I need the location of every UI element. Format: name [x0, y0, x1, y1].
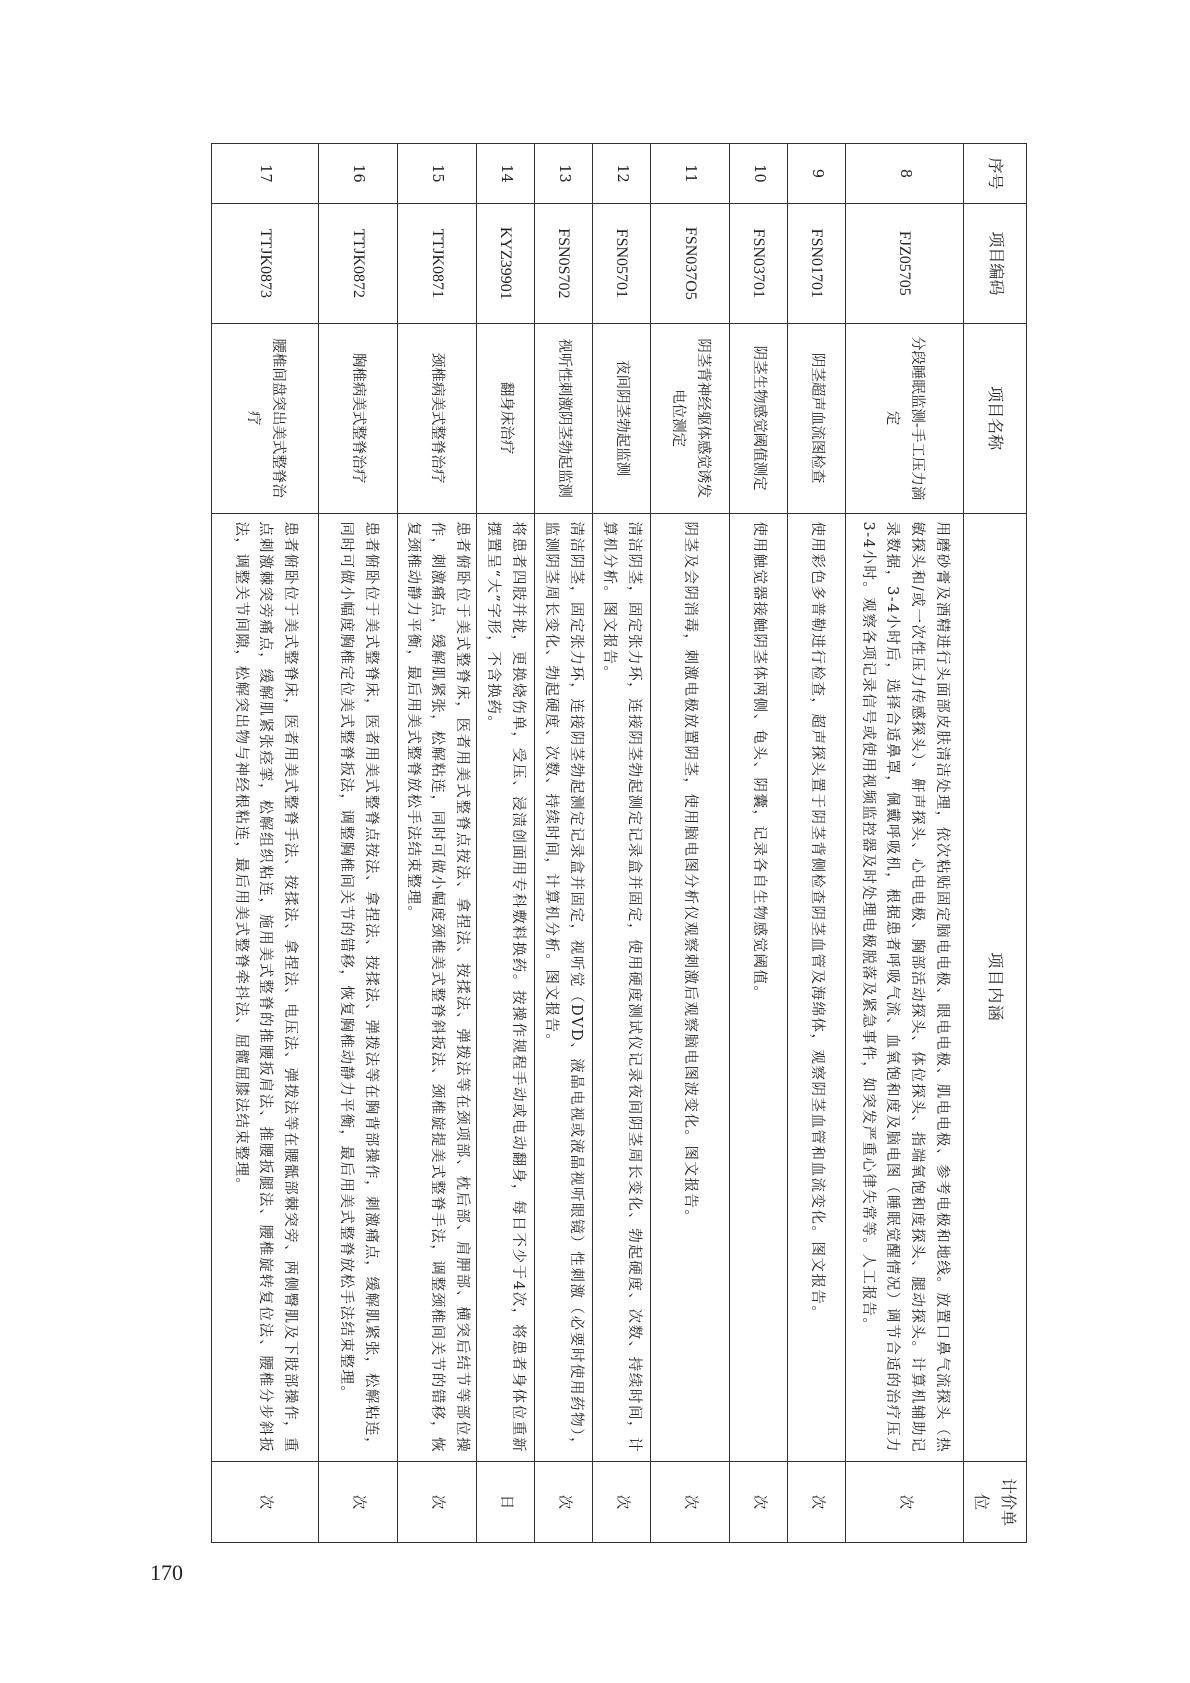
- table-row: [397, 144, 476, 1542]
- row-seq: 16: [319, 144, 397, 204]
- row-name: 翻身床治疗: [477, 324, 534, 514]
- table-row: [318, 144, 397, 1542]
- row-unit: 次: [896, 1494, 913, 1510]
- row-code: TTJK0871: [398, 204, 476, 324]
- row-code: TTJK0872: [319, 204, 397, 324]
- row-content: 清洁阴茎，固定张力环，连接阴茎勃起测定记录盒并固定，视听觉（DVD、液晶电视或液晶视听眼镜）性刺激（必要时使用药物），监测阴茎周长变化、勃起硬度、次数、持续时间，计算机分析。图文报告。: [535, 514, 592, 1463]
- row-name: 腰椎间盘突出美式整脊治疗: [212, 324, 318, 514]
- row-unit: 次: [682, 1494, 699, 1510]
- header-content: 项目内涵: [964, 514, 1026, 1463]
- row-name: 视听性刺激阴茎勃起监测: [535, 324, 592, 514]
- row-seq: 15: [398, 144, 476, 204]
- row-name: 胸椎病美式整脊治疗: [319, 324, 397, 514]
- row-code: FJZ05705: [846, 204, 963, 324]
- header-name: 项目名称: [964, 324, 1026, 514]
- row-code: FSN05701: [593, 204, 650, 324]
- row-unit: 次: [750, 1494, 767, 1510]
- row-seq: 9: [788, 144, 845, 204]
- table-row: [729, 144, 787, 1542]
- row-unit: 次: [613, 1494, 630, 1510]
- row-unit: 次: [257, 1494, 274, 1510]
- row-content: 阴茎及会阴消毒，刺激电极放置阴茎，使用脑电图分析仪观察刺激后观察脑电图波变化。图文报告。: [651, 514, 729, 1463]
- table-row: [476, 144, 534, 1542]
- table-row: [212, 144, 318, 1542]
- row-content: 清洁阴茎，固定张力环，连接阴茎勃起测定记录盒并固定，使用硬度测试仪记录夜间阴茎周长变化、勃起硬度、次数、持续时间，计算机分析。图文报告。: [593, 514, 650, 1463]
- row-name: 阴茎背神经躯体感觉诱发电位测定: [651, 324, 729, 514]
- row-seq: 17: [212, 144, 318, 204]
- table-row: [592, 144, 650, 1542]
- row-name: 分段睡眠监测-手工压力滴定: [846, 324, 963, 514]
- row-name: 颈椎病美式整脊治疗: [398, 324, 476, 514]
- row-code: FSN03701: [730, 204, 787, 324]
- row-name: 阴茎超声血流图检查: [788, 324, 845, 514]
- row-content: 用磨砂膏及酒精进行头面部皮肤清洁处理，依次粘贴固定脑电电极、眼电电极、肌电电极、参考电极和地线。放置口鼻气流探头（热敏探头和/或一次性压力传感探头）、鼾声探头、心电电极、胸部活动探头、体位探头、指端氧饱和度探头、腿动探头。计算机辅助记录数据，3-4小时后，选择合适鼻罩，佩戴呼吸机，根据患者呼吸气流、血氧饱和度及脑电图（睡眠觉醒情况）调节合适的治疗压力3-4小时。观察各项记录信号或使用视频监控器及时处理电极脱落及紧急事件，如突发严重心律失常等。人工报告。: [846, 514, 963, 1463]
- row-unit: 日: [497, 1494, 514, 1510]
- row-seq: 10: [730, 144, 787, 204]
- row-content: 患者俯卧位于美式整脊床，医者用美式整脊点按法、拿捏法、按揉法、弹拨法等在颈项部、枕后部、肩胛部、横突后结节等部位操作，刺激痛点，缓解肌紧张，松解粘连，同时可做小幅度颈椎美式整脊斜扳法、颈椎旋提美式整脊手法，调整颈椎间关节的错移，恢复颈椎动静力平衡，最后用美式整脊放松手法结束整理。: [398, 514, 476, 1463]
- table-header-row: [963, 144, 1026, 1542]
- row-name: 阴茎生物感觉阈值测定: [730, 324, 787, 514]
- row-unit: 次: [555, 1494, 572, 1510]
- row-unit: 次: [429, 1494, 446, 1510]
- table-row: [650, 144, 729, 1542]
- rotated-table-wrapper: [155, 143, 1027, 1543]
- row-unit: 次: [808, 1494, 825, 1510]
- row-code: TTJK0873: [212, 204, 318, 324]
- row-content: 患者俯卧位于美式整脊床，医者用美式整脊点按法、拿捏法、按揉法、弹拨法等在胸背部操作，刺激痛点，缓解肌紧张，松解粘连，同时可做小幅度胸椎定位美式整脊扳法，调整胸椎间关节的错移，恢复胸椎动静力平衡，最后用美式整脊放松手法结束整理。: [319, 514, 397, 1463]
- row-seq: 14: [477, 144, 534, 204]
- row-seq: 12: [593, 144, 650, 204]
- row-seq: 11: [651, 144, 729, 204]
- row-code: FSN01701: [788, 204, 845, 324]
- header-code: 项目编码: [964, 204, 1026, 324]
- row-content: 使用彩色多普勒进行检查，超声探头置于阴茎背侧检查阴茎血管及海绵体，观察阴茎血管和血流变化。图文报告。: [788, 514, 845, 1463]
- row-content: 使用触觉器接触阴茎体两侧、龟头、阴囊，记录各自生物感觉阈值。: [730, 514, 787, 1463]
- table-row: [534, 144, 592, 1542]
- row-code: KYZ39901: [477, 204, 534, 324]
- table-row: [787, 144, 845, 1542]
- row-content: 患者俯卧位于美式整脊床，医者用美式整脊手法、按揉法、拿捏法、电压法、弹拨法等在腰骶部棘突旁、两侧臀肌及下肢部操作，重点刺激棘突旁痛点，缓解肌紧张痉挛，松解组织粘连，施用美式整脊的推腰扳肩法、推腰扳腿法、腰椎旋转复位法、腰椎分步斜扳法，调整关节间隙，松解突出物与神经根粘连，最后用美式整脊牵抖法、屈髋屈膝法结束整理。: [212, 514, 318, 1463]
- row-seq: 8: [846, 144, 963, 204]
- header-seq: 序号: [964, 144, 1026, 204]
- row-code: FSN0S702: [535, 204, 592, 324]
- row-name: 夜间阴茎勃起监测: [593, 324, 650, 514]
- row-code: FSN037O5: [651, 204, 729, 324]
- fee-table: [211, 143, 1027, 1543]
- row-content: 将患者四肢并拢，更换烧伤单，受压、浸渍创面用专科敷料换药。按操作规程手动或电动翻身，每日不少于4次，将患者身体位重新摆置呈“大”字形，不含换药。: [477, 514, 534, 1463]
- page-number: 170: [150, 1560, 183, 1585]
- table-row: [845, 144, 963, 1542]
- row-unit: 次: [350, 1494, 367, 1510]
- row-seq: 13: [535, 144, 592, 204]
- header-unit: 计价单位: [972, 1478, 1019, 1527]
